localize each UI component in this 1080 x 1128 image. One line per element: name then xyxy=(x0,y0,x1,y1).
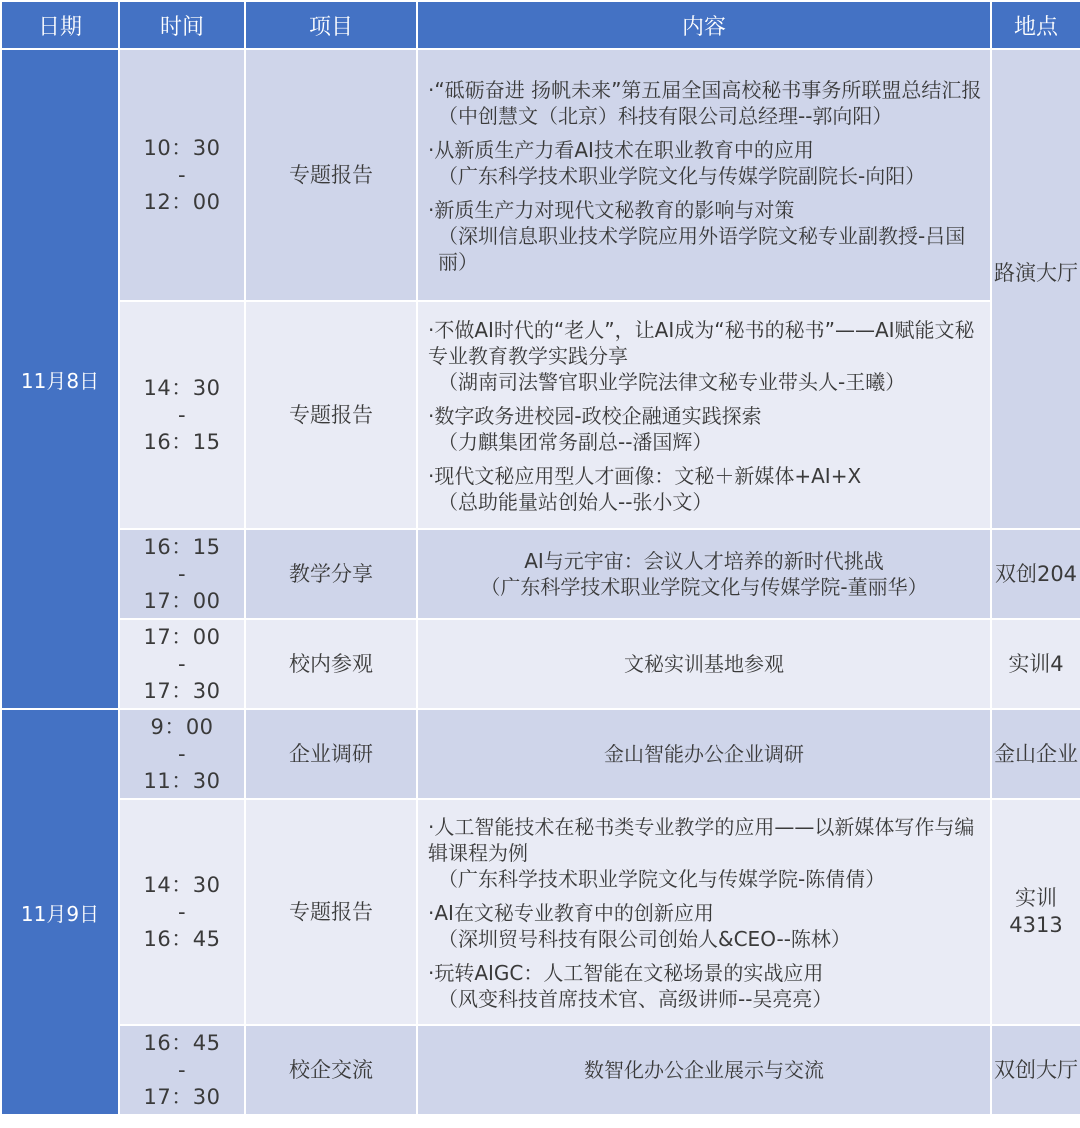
talk-speaker: （力麒集团常务副总--潘国辉） xyxy=(438,430,713,454)
time-end: 17：00 xyxy=(143,588,221,613)
talk-title: ·现代文秘应用型人才画像：文秘＋新媒体+AI+X xyxy=(428,464,862,488)
time-sep: - xyxy=(177,741,187,766)
time-sep: - xyxy=(177,402,187,427)
location-cell: 实训4 xyxy=(991,619,1080,709)
header-date: 日期 xyxy=(1,1,119,49)
time-start: 9：00 xyxy=(150,714,214,739)
date-cell: 11月9日 xyxy=(1,709,119,1115)
item-cell: 专题报告 xyxy=(245,799,417,1025)
time-end: 11：30 xyxy=(143,768,221,793)
time-sep: - xyxy=(177,1057,187,1082)
talk-entry xyxy=(428,814,984,892)
table-row xyxy=(1,799,1080,1025)
talk-title: ·从新质生产力看AI技术在职业教育中的应用 xyxy=(428,138,814,162)
time-cell xyxy=(119,709,245,799)
time-sep: - xyxy=(177,561,187,586)
time-end: 17：30 xyxy=(143,678,221,703)
item-cell: 校企交流 xyxy=(245,1025,417,1115)
time-cell xyxy=(119,799,245,1025)
time-start: 16：15 xyxy=(143,534,221,559)
table-row xyxy=(1,619,1080,709)
time-cell xyxy=(119,301,245,529)
talk-title: ·不做AI时代的“老人”，让AI成为“秘书的秘书”——AI赋能文秘专业教育教学实践分享 xyxy=(428,318,975,368)
talk-entry xyxy=(428,77,984,129)
time-end: 12：00 xyxy=(143,189,221,214)
time-start: 14：30 xyxy=(143,375,221,400)
item-cell: 专题报告 xyxy=(245,49,417,301)
time-end: 16：15 xyxy=(143,429,221,454)
talk-speaker: （深圳信息职业技术学院应用外语学院文秘专业副教授-吕国丽） xyxy=(438,224,966,274)
header-row xyxy=(1,1,1080,49)
header-location: 地点 xyxy=(991,1,1080,49)
time-sep: - xyxy=(177,899,187,924)
talk-entry xyxy=(428,900,984,952)
table-row xyxy=(1,529,1080,619)
header-time: 时间 xyxy=(119,1,245,49)
content-cell: 文秘实训基地参观 xyxy=(417,619,991,709)
time-cell xyxy=(119,1025,245,1115)
item-cell: 教学分享 xyxy=(245,529,417,619)
location-cell: 实训4313 xyxy=(991,799,1080,1025)
time-sep: - xyxy=(177,651,187,676)
talk-title: ·AI在文秘专业教育中的创新应用 xyxy=(428,901,714,925)
table-row xyxy=(1,709,1080,799)
table-row xyxy=(1,49,1080,301)
location-cell: 路演大厅 xyxy=(991,49,1080,529)
time-start: 10：30 xyxy=(143,135,221,160)
table-row xyxy=(1,1025,1080,1115)
time-cell xyxy=(119,529,245,619)
talk-entry xyxy=(428,137,984,189)
talk-entry xyxy=(428,463,984,515)
content-line: AI与元宇宙：会议人才培养的新时代挑战 xyxy=(524,549,884,573)
item-cell: 专题报告 xyxy=(245,301,417,529)
header-content: 内容 xyxy=(417,1,991,49)
location-cell: 双创204 xyxy=(991,529,1080,619)
table-row xyxy=(1,301,1080,529)
talk-entry xyxy=(428,403,984,455)
talk-title: ·人工智能技术在秘书类专业教学的应用——以新媒体写作与编辑课程为例 xyxy=(428,815,975,865)
talk-speaker: （深圳贸号科技有限公司创始人&CEO--陈林） xyxy=(438,927,851,951)
content-cell: 金山智能办公企业调研 xyxy=(417,709,991,799)
talk-speaker: （中创慧文（北京）科技有限公司总经理--郭向阳） xyxy=(438,104,893,128)
location-cell: 金山企业 xyxy=(991,709,1080,799)
talk-entry xyxy=(428,197,984,275)
talk-speaker: （广东科学技术职业学院文化与传媒学院-陈倩倩） xyxy=(438,867,886,891)
item-cell: 校内参观 xyxy=(245,619,417,709)
talk-speaker: （湖南司法警官职业学院法律文秘专业带头人-王曦） xyxy=(438,370,906,394)
time-start: 17：00 xyxy=(143,624,221,649)
talk-speaker: （广东科学技术职业学院文化与传媒学院副院长-向阳） xyxy=(438,164,926,188)
content-cell xyxy=(417,49,991,301)
talk-title: ·数字政务进校园-政校企融通实践探索 xyxy=(428,404,762,428)
content-line: （广东科学技术职业学院文化与传媒学院-董丽华） xyxy=(480,575,928,599)
talk-title: ·新质生产力对现代文秘教育的影响与对策 xyxy=(428,198,795,222)
time-sep: - xyxy=(177,162,187,187)
item-cell: 企业调研 xyxy=(245,709,417,799)
time-end: 16：45 xyxy=(143,926,221,951)
content-cell xyxy=(417,529,991,619)
content-cell xyxy=(417,799,991,1025)
talk-speaker: （风变科技首席技术官、高级讲师--吴亮亮） xyxy=(438,987,833,1011)
time-cell xyxy=(119,619,245,709)
talk-speaker: （总助能量站创始人--张小文） xyxy=(438,490,713,514)
talk-title: ·玩转AIGC：人工智能在文秘场景的实战应用 xyxy=(428,961,824,985)
date-cell: 11月8日 xyxy=(1,49,119,709)
time-start: 14：30 xyxy=(143,872,221,897)
location-cell: 双创大厅 xyxy=(991,1025,1080,1115)
content-cell: 数智化办公企业展示与交流 xyxy=(417,1025,991,1115)
time-cell xyxy=(119,49,245,301)
header-item: 项目 xyxy=(245,1,417,49)
talk-entry xyxy=(428,960,984,1012)
content-cell xyxy=(417,301,991,529)
time-end: 17：30 xyxy=(143,1084,221,1109)
talk-entry xyxy=(428,317,984,395)
time-start: 16：45 xyxy=(143,1030,221,1055)
talk-title: ·“砥砺奋进 扬帆未来”第五届全国高校秘书事务所联盟总结汇报 xyxy=(428,78,982,102)
